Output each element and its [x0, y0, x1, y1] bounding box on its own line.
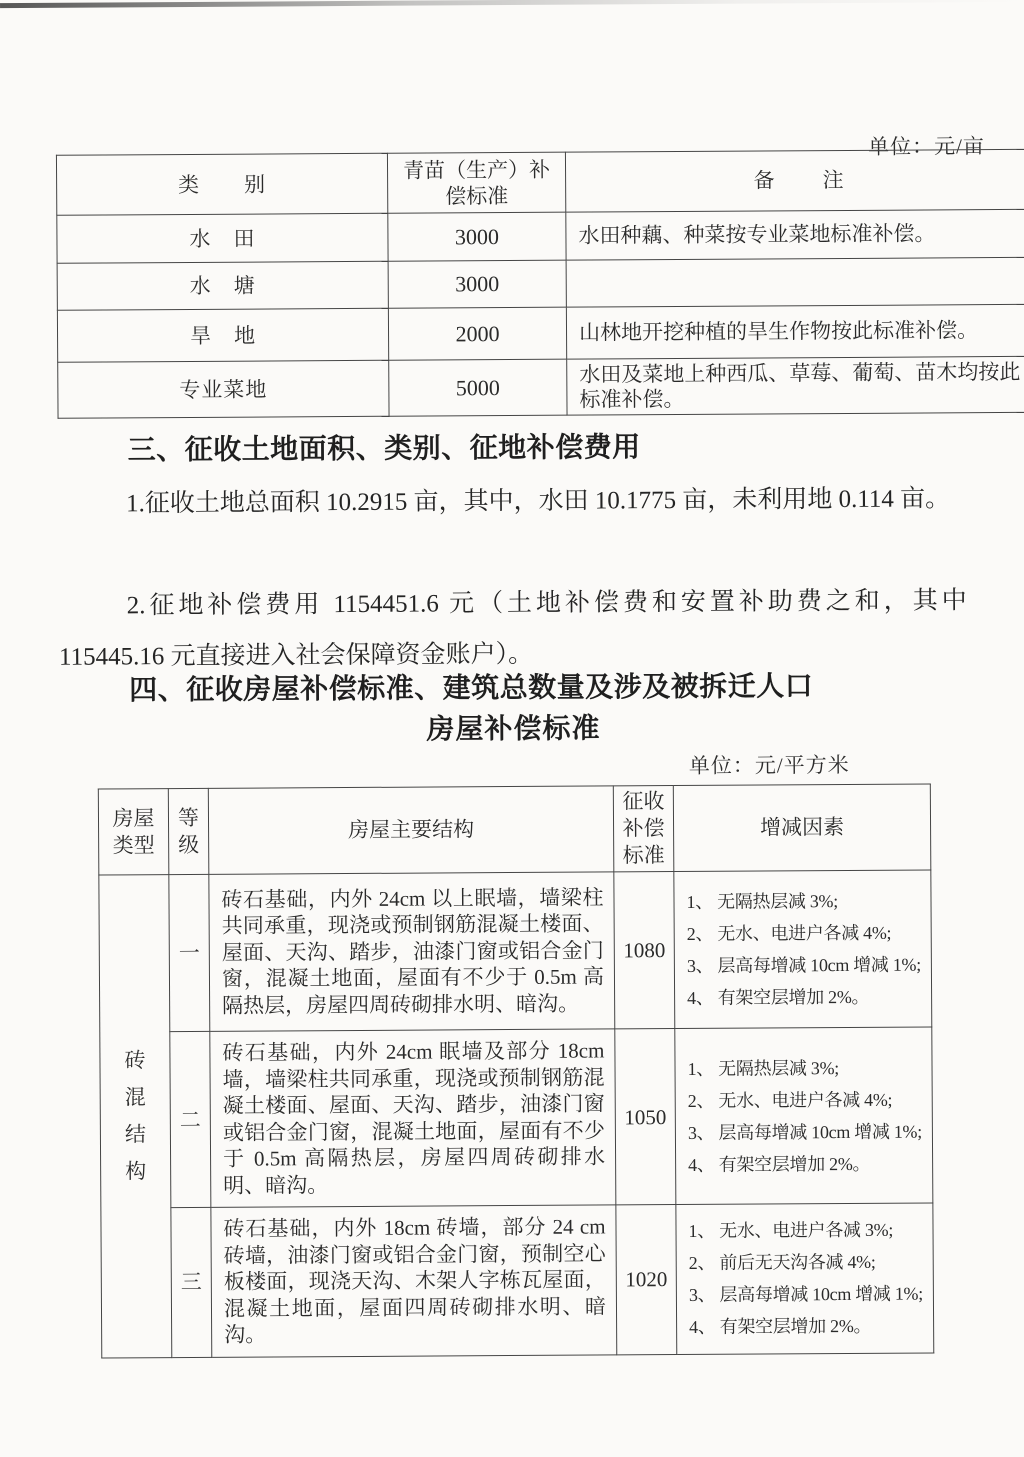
house-table-title: 房屋补偿标准 — [426, 712, 601, 745]
factor-line: 2、 无水、电进户各减 4%; — [687, 1089, 893, 1111]
column-header-house-type: 房屋类型 — [98, 789, 169, 875]
section4-heading: 四、征收房屋补偿标准、建筑总数量及涉及被拆迁人口 — [129, 670, 814, 706]
grade-cell: 一 — [169, 874, 210, 1031]
house-compensation-table — [98, 783, 934, 1358]
factor-line: 1、 无隔热层减 3%; — [687, 1057, 839, 1079]
table-row-grade-3 — [101, 1203, 934, 1358]
standard-cell: 1050 — [615, 1029, 676, 1205]
standard-cell: 3000 — [388, 212, 566, 261]
structure-cell: 砖石基础，内外 18cm 砖墙，部分 24 cm 砖墙，油漆门窗或铝合金门窗，预制空心板楼面，现浇天沟、木架人字栋瓦屋面，混凝土地面，屋面四周砖砌排水明、暗沟。 — [211, 1205, 617, 1357]
factor-line: 1、 无隔热层减 3%; — [686, 891, 838, 912]
remark-cell — [566, 257, 1024, 307]
column-header-factors: 增减因素 — [673, 784, 931, 872]
factor-line: 4、 有架空层增加 2%。 — [688, 1153, 871, 1175]
factor-line: 4、 有架空层增加 2%。 — [689, 1316, 872, 1338]
factor-line: 1、 无水、电进户各减 3%; — [688, 1219, 894, 1242]
standard-cell: 1020 — [616, 1205, 677, 1355]
table-row — [57, 209, 1024, 263]
factor-line: 3、 层高每增减 10cm 增减 1%; — [686, 954, 921, 976]
factor-line: 2、 无水、电进户各减 4%; — [686, 922, 892, 944]
structure-cell: 砖石基础，内外 24cm 眠墙及部分 18cm 墙，墙梁柱共同承重，现浇或预制钢筋混凝土楼面、屋面、天沟、踏步，油漆门窗或铝合金门窗，混凝土地面，屋面有不少于 0.5m 高隔热层，房屋四周砖砌排水明、暗沟。 — [210, 1029, 616, 1207]
section3-heading: 三、征收土地面积、类别、征地补偿费用 — [127, 431, 641, 466]
factor-line: 3、 层高每增减 10cm 增减 1%; — [687, 1121, 922, 1143]
column-header-standard: 征收补偿标准 — [613, 786, 674, 872]
structure-cell: 砖石基础，内外 24cm 以上眠墙，墙梁柱共同承重，现浇或预制钢筋混凝土楼面、屋面、天沟、踏步，油漆门窗或铝合金门窗，混凝土地面，屋面有不少于 0.5m 高隔热层，房屋四周砖砌排水明、暗沟。 — [209, 872, 615, 1031]
remark-cell: 水田及菜地上种西瓜、草莓、葡萄、苗木均按此标准补偿。 — [567, 356, 1024, 415]
grade-cell: 二 — [170, 1031, 211, 1207]
factor-line: 2、 前后无天沟各减 4%; — [688, 1252, 876, 1274]
category-cell: 专业菜地 — [58, 360, 389, 418]
category-cell: 旱 地 — [57, 308, 388, 362]
category-cell: 水 塘 — [57, 261, 388, 310]
standard-cell: 5000 — [389, 359, 567, 416]
table1-unit-label: 单位：元/亩 — [867, 134, 985, 159]
section3-paragraph-2: 2.征地补偿费用 1154451.6 元（土地补偿费和安置补助费之和，其中 115445.16 元直接进入社会保障资金账户）。 — [58, 587, 967, 671]
column-header-category: 类 别 — [56, 153, 387, 215]
factors-cell — [676, 1203, 934, 1354]
grade-cell: 三 — [171, 1207, 212, 1357]
table-row — [57, 304, 1024, 362]
standard-cell: 2000 — [388, 307, 566, 360]
table-header-row — [56, 149, 1024, 215]
category-cell: 水 田 — [57, 213, 388, 263]
house-type-cell: 砖混结构 — [99, 875, 172, 1358]
remark-cell: 水田种藕、种菜按专业菜地标准补偿。 — [566, 209, 1024, 260]
remark-cell: 山林地开挖种植的旱生作物按此标准补偿。 — [566, 304, 1024, 359]
factors-cell — [675, 1027, 933, 1205]
table-row-grade-1 — [99, 870, 932, 1032]
column-header-standard: 青苗（生产）补偿标准 — [387, 152, 565, 213]
column-header-remark: 备 注 — [565, 149, 1024, 212]
body-text — [58, 425, 967, 745]
column-header-structure: 房屋主要结构 — [208, 786, 614, 874]
table-row-grade-2 — [100, 1027, 933, 1208]
factor-line: 3、 层高每增减 10cm 增减 1%; — [688, 1283, 923, 1306]
standard-cell: 1080 — [614, 872, 675, 1029]
section3-paragraph-1: 1.征收土地总面积 10.2915 亩，其中，水田 10.1775 亩，未利用地 0.114 亩。 — [125, 485, 951, 518]
table2-unit-label: 单位：元/平方米 — [688, 752, 850, 778]
table-row — [58, 356, 1024, 418]
column-header-grade: 等级 — [168, 788, 209, 874]
crop-compensation-table — [56, 149, 1024, 419]
factor-line: 4、 有架空层增加 2%。 — [687, 986, 870, 1008]
factors-cell — [674, 870, 932, 1029]
table-header-row — [98, 784, 931, 875]
scan-edge-artifact — [0, 0, 1024, 8]
standard-cell: 3000 — [388, 260, 566, 308]
table-row — [57, 257, 1024, 310]
